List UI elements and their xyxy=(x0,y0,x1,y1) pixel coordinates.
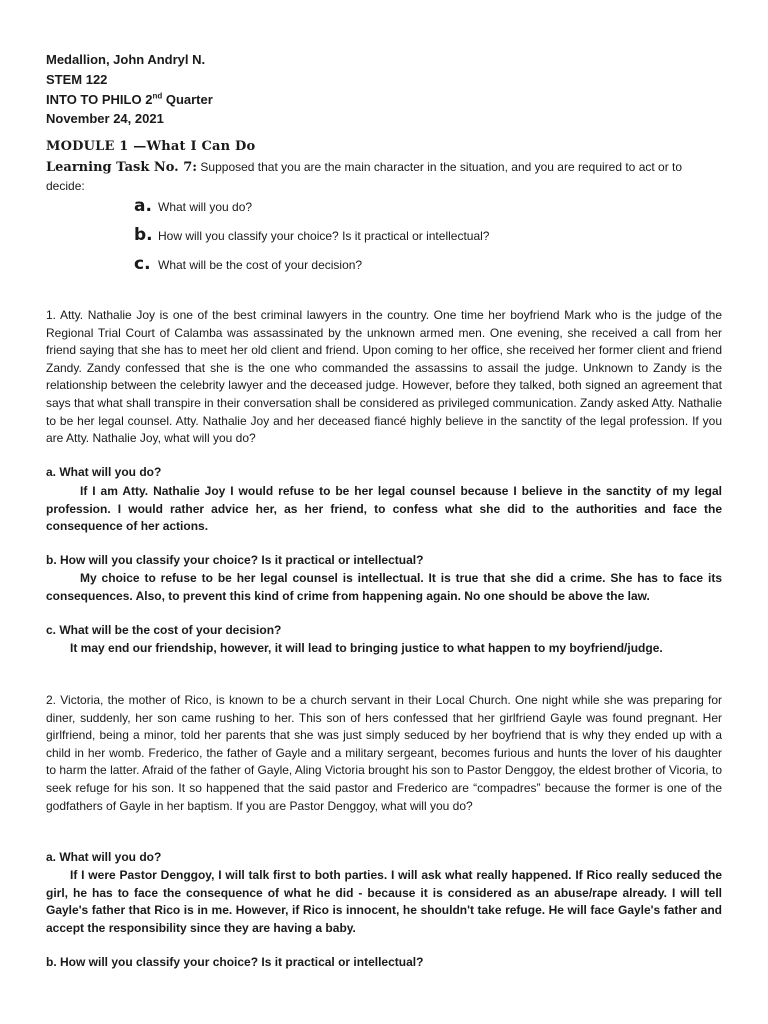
case-2-question-b: b. How will you classify your choice? Is it practical or intellectual? xyxy=(46,955,424,969)
question-letter: b. xyxy=(134,225,153,245)
case-2-answer-a: If I were Pastor Denggoy, I will talk first to both parties. I will ask what really happened. If Rico really seduced the girl, he has to face the consequence of what he did - because it is considered as an abuse/rape already. I will tell Gayle's father that Rico is in me. However, if Rico is innocent, he shouldn't take refuge. He will face Gayle's father and accept the responsibility since they are having a baby. xyxy=(46,868,722,935)
question-text: What will you do? xyxy=(158,200,253,214)
case-2-question-a: a. What will you do? xyxy=(46,850,162,864)
submission-date: November 24, 2021 xyxy=(46,111,164,127)
case-1-question-a: a. What will you do? xyxy=(46,465,162,479)
case-1-answer-b: My choice to refuse to be her legal counsel is intellectual. It is true that she did a crime. She has to face its consequences. Also, to prevent this kind of crime from happening again. No one should be above the law. xyxy=(46,571,722,603)
student-header xyxy=(46,50,213,129)
case-2-scenario: 2. Victoria, the mother of Rico, is known to be a church servant in their Local Church. One night while she was preparing for diner, suddenly, her son came rushing to her. This son of hers confessed that her girlfriend Gayle was found pregnant. Her girlfriend, being a minor, told her parents that she was just simply seduced by her boyfriend that is why they ended up with a child in her womb. Frederico, the father of Gayle and a military sergeant, becomes furious and hunts the lover of his daughter to harm the latter. Afraid of the father of Gayle, Aling Victoria brought his son to Pastor Denggoy, the eldest brother of Vicoria, to seek refuge for his son. It so happened that the said pastor and Frederico are “compadres” because the former is one of the godfathers of Gayle in her baptism. If you are Pastor Denggoy, what will you do? xyxy=(46,693,722,813)
course-name: INTO TO PHILO 2 xyxy=(46,91,153,107)
question-text: What will be the cost of your decision? xyxy=(158,258,363,272)
student-section: STEM 122 xyxy=(46,71,108,87)
case-1-question-b: b. How will you classify your choice? Is it practical or intellectual? xyxy=(46,553,424,567)
module-title: MODULE 1 —What I Can Do xyxy=(46,139,256,154)
learning-task xyxy=(46,158,722,195)
case-1-answer-a: If I am Atty. Nathalie Joy I would refuse to be her legal counsel because I believe in the sanctity of my legal profession. I would rather advice her, as her friend, to confess what she did to the authorities and face the consequence of her actions. xyxy=(46,484,722,534)
case-1-answer-c: It may end our friendship, however, it will lead to bringing justice to what happen to my boyfriend/judge. xyxy=(70,641,663,655)
guide-question xyxy=(134,225,489,254)
question-letter: c. xyxy=(134,254,151,274)
ordinal-suffix: nd xyxy=(152,91,163,101)
question-text: How will you classify your choice? Is it practical or intellectual? xyxy=(158,229,490,243)
guide-question xyxy=(134,196,489,225)
quarter-label: Quarter xyxy=(162,91,213,107)
learning-task-instructions: Supposed that you are the main character in the situation, and you are required to act or to decide: xyxy=(46,160,683,193)
learning-task-label: Learning Task No. 7: xyxy=(46,160,198,175)
case-1-question-c: c. What will be the cost of your decision? xyxy=(46,623,282,637)
course-quarter xyxy=(46,90,213,110)
guide-question xyxy=(134,254,489,283)
question-letter: a. xyxy=(134,196,152,216)
guide-questions xyxy=(134,196,489,283)
case-1-scenario: 1. Atty. Nathalie Joy is one of the best criminal lawyers in the country. One time her boyfriend Mark who is the judge of the Regional Trial Court of Calamba was assassinated by the unknown armed men. One evening, she received a call from her friend saying that she has to meet her old client and friend. Upon coming to her office, she received her former client and friend Zandy. Zandy confessed that she is the one who commanded the assassins to assail the judge. Unknown to Zandy is the relationship between the celebrity lawyer and the deceased judge. However, before they talked, both signed an agreement that says that what shall transpire in their conversation shall be considered as privileged communication. Zandy asked Atty. Nathalie to be her legal counsel. Atty. Nathalie Joy and her deceased fiancé highly believe in the sanctity of the legal profession. If you are Atty. Nathalie Joy, what will you do? xyxy=(46,308,722,446)
student-name: Medallion, John Andryl N. xyxy=(46,52,206,67)
